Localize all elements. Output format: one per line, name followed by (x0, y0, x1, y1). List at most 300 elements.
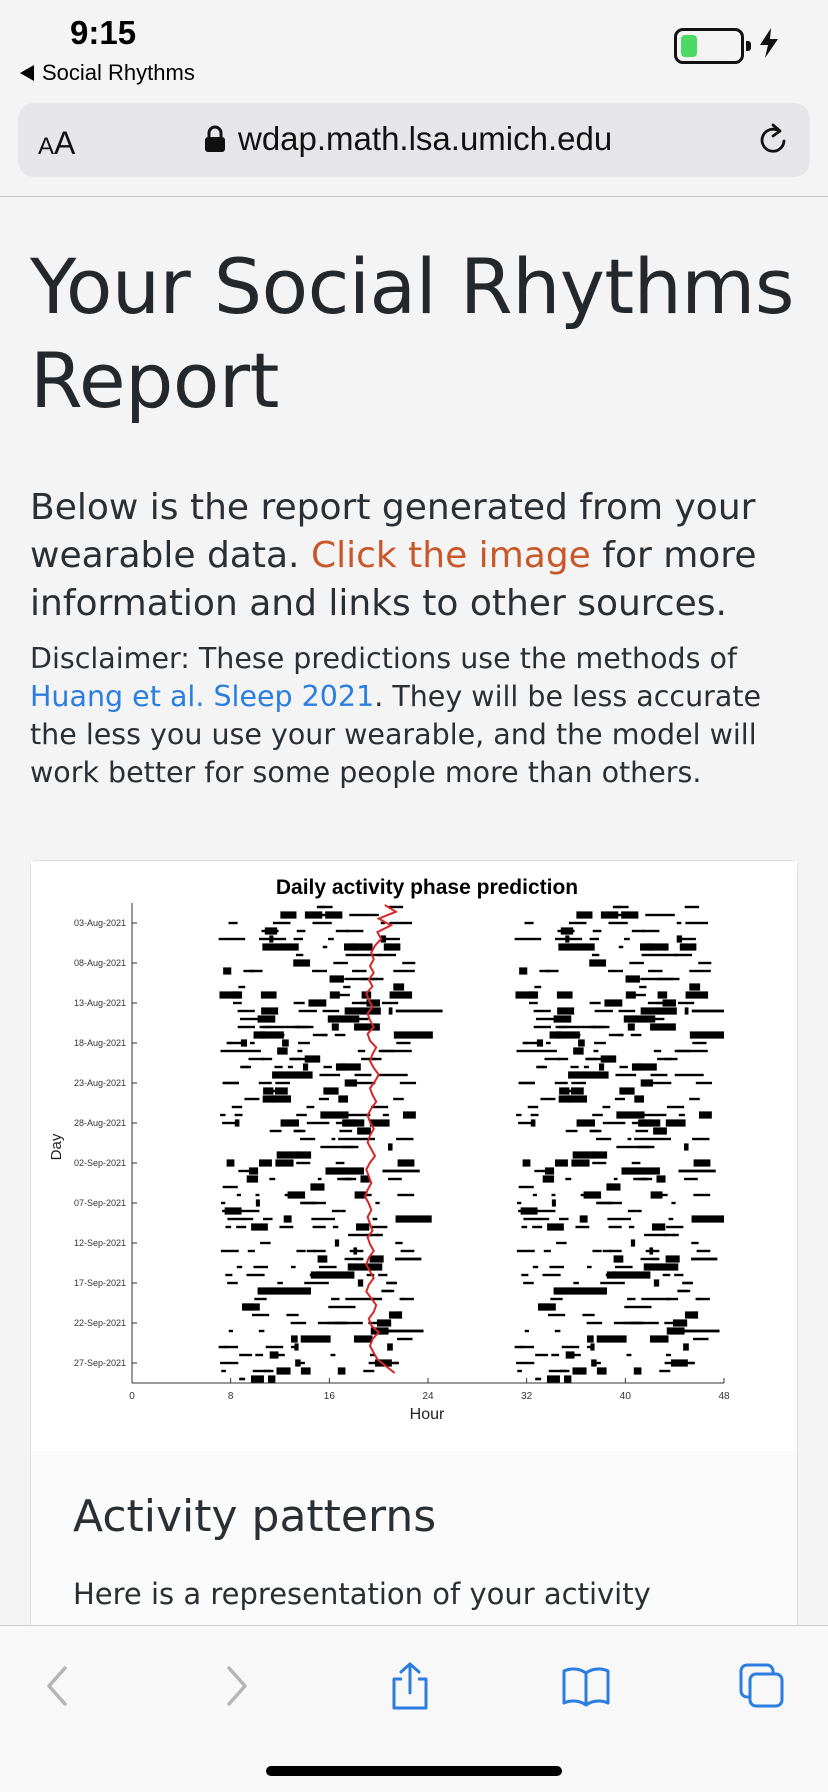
text-size-button[interactable]: AA (38, 125, 76, 161)
activity-bar (343, 986, 350, 988)
activity-bar (691, 1258, 717, 1261)
activity-bar (313, 1034, 327, 1036)
activity-bar (313, 1226, 326, 1228)
activity-bar (272, 1090, 277, 1092)
activity-bar (251, 1375, 264, 1382)
activity-bar (678, 1002, 694, 1004)
activity-bar (335, 1034, 346, 1036)
activity-bar (277, 1282, 283, 1284)
activity-bar (566, 1034, 577, 1036)
activity-bar (562, 1346, 579, 1348)
activity-bar (251, 1223, 268, 1230)
activity-bar (616, 1111, 644, 1118)
activity-bar (354, 1023, 380, 1030)
y-tick-label: 27-Sep-2021 (73, 1358, 126, 1368)
activity-bar (666, 1255, 680, 1262)
y-tick-label: 03-Aug-2021 (73, 918, 126, 928)
activity-bar (531, 1114, 539, 1116)
disclaimer-paragraph: Disclaimer: These predictions use the methods of Huang et al. Sleep 2021. They will be less accurate the less you use your wearable, and the model will work better for some people more than others. (30, 642, 762, 789)
activity-bar (339, 1130, 352, 1132)
activity-bar (614, 1255, 624, 1262)
activity-bar (266, 1346, 283, 1348)
activity-bar (403, 1111, 416, 1118)
activity-bar (269, 1178, 275, 1180)
activity-bar (268, 1375, 275, 1382)
y-tick-label: 17-Sep-2021 (73, 1278, 126, 1288)
activity-bar (397, 1338, 412, 1340)
activity-bar (307, 1106, 315, 1108)
x-axis-label: Hour (409, 1406, 445, 1423)
activity-bar (628, 1023, 635, 1030)
activity-bar (604, 999, 622, 1006)
activity-bar (658, 991, 668, 998)
activity-bar (573, 1151, 591, 1158)
activity-bar (385, 946, 391, 948)
activity-bar (358, 1050, 365, 1052)
activity-bar (685, 922, 708, 924)
activity-bar (358, 1279, 363, 1286)
activity-bar (603, 1122, 625, 1124)
activity-bar (396, 1138, 413, 1140)
activity-bar (649, 1247, 653, 1254)
activity-bar (523, 1218, 540, 1220)
activity-bar (388, 1143, 393, 1150)
activity-bar (256, 1199, 260, 1206)
activity-bar (555, 1330, 561, 1332)
activity-bar (644, 1234, 675, 1236)
activity-bar (318, 1271, 355, 1278)
activity-bar (689, 1098, 700, 1100)
activity-bar (639, 1119, 660, 1126)
activity-bar (698, 962, 711, 964)
activity-bar (628, 1138, 632, 1140)
activity-bar (219, 938, 246, 940)
activity-bar (533, 1266, 538, 1268)
activity-bar (348, 1263, 383, 1270)
activity-phase-chart[interactable] (31, 861, 797, 1451)
activity-bar (390, 991, 413, 998)
activity-bar (295, 1359, 300, 1366)
activity-bar (534, 1026, 551, 1028)
activity-bar (684, 1178, 698, 1180)
activity-bar (382, 1170, 419, 1173)
activity-bar (642, 954, 679, 956)
activity-bar (401, 1298, 414, 1300)
activity-bar (549, 1266, 564, 1268)
activity-bar (248, 1250, 255, 1252)
activity-bar (332, 1210, 341, 1212)
activity-bar (335, 1239, 339, 1246)
activity-bar (535, 1354, 548, 1356)
activity-bar (346, 930, 364, 932)
activity-bar (239, 1354, 252, 1356)
activity-bar (516, 1362, 534, 1364)
activity-bar (640, 978, 679, 980)
activity-bar (240, 1018, 267, 1020)
activity-bar (394, 1031, 433, 1038)
activity-bar (344, 978, 383, 980)
activity-bar (273, 922, 291, 924)
activity-bar (517, 1202, 521, 1204)
activity-bar (378, 1274, 387, 1276)
activity-bar (683, 1282, 693, 1284)
activity-bar (270, 1034, 281, 1036)
activity-bar (546, 1042, 551, 1044)
activity-bar (318, 1255, 328, 1262)
activity-bar (573, 1282, 579, 1284)
activity-bar (694, 1050, 708, 1052)
activity-bar (301, 1367, 311, 1374)
activity-bar (566, 1130, 578, 1132)
activity-bar (564, 1375, 571, 1382)
activity-bar (567, 1287, 607, 1294)
activity-bar (325, 911, 342, 918)
activity-bar (515, 1346, 524, 1348)
activity-bar (296, 1151, 312, 1158)
activity-bar (237, 1266, 242, 1268)
activity-bar (633, 1063, 642, 1070)
activity-bar (634, 1367, 642, 1374)
activity-bar (642, 1082, 671, 1084)
y-tick-label: 07-Sep-2021 (73, 1198, 126, 1208)
activity-bar (516, 1050, 556, 1052)
activity-bar (337, 1063, 346, 1070)
activity-bar (235, 1119, 240, 1126)
activity-bar (679, 1114, 685, 1116)
activity-bar (375, 1202, 379, 1204)
activity-bar (304, 1282, 329, 1284)
activity-bar (282, 1039, 289, 1046)
activity-bar (675, 1074, 704, 1076)
click-image-link[interactable]: Click the image (310, 535, 591, 576)
activity-bar (659, 1370, 670, 1372)
activity-bar (632, 1162, 641, 1164)
main-content (30, 240, 800, 792)
activity-bar (528, 1106, 538, 1108)
x-tick-label: 24 (422, 1391, 434, 1402)
activity-bar (619, 1087, 634, 1094)
activity-bar (259, 1082, 272, 1084)
activity-bar (585, 1058, 607, 1060)
huang-sleep-2021-link[interactable]: Huang et al. Sleep 2021 (30, 680, 375, 713)
forward-button[interactable] (206, 1656, 266, 1716)
activity-bar (396, 1042, 410, 1044)
activity-bar (319, 906, 333, 908)
activity-bar (545, 1167, 554, 1174)
y-tick-label: 23-Aug-2021 (73, 1078, 126, 1088)
activity-bar (590, 1343, 594, 1350)
activity-bar (609, 1034, 623, 1036)
activity-bar (669, 1218, 674, 1220)
activity-bar (674, 954, 692, 956)
activity-bar (341, 1210, 346, 1212)
activity-bar (262, 943, 298, 950)
activity-bar (558, 943, 594, 950)
activity-bar (666, 1298, 671, 1300)
activity-bar (693, 1311, 698, 1318)
activity-bar (539, 1218, 549, 1220)
activity-bar (260, 1242, 271, 1244)
activity-bar (331, 1298, 339, 1300)
bookmarks-icon (561, 1665, 611, 1707)
activity-bar (667, 1327, 685, 1334)
share-button[interactable] (380, 1656, 440, 1716)
activity-bar (307, 1122, 329, 1124)
activity-bar (624, 1306, 651, 1308)
activity-bar (644, 1263, 679, 1270)
y-tick-label: 22-Sep-2021 (73, 1318, 126, 1328)
activity-bar (271, 1287, 311, 1294)
activity-bar (263, 1095, 291, 1102)
activity-bar (681, 946, 687, 948)
activity-bar (294, 1002, 305, 1004)
activity-bar (319, 1098, 329, 1100)
activity-bar (369, 1362, 380, 1364)
phase-prediction-line (365, 905, 396, 1373)
activity-bar (609, 1250, 621, 1252)
activity-bar (258, 1287, 273, 1294)
activity-bar (243, 1303, 260, 1310)
activity-bar (594, 1042, 606, 1044)
activity-bar (355, 1258, 363, 1260)
tabs-button[interactable] (732, 1656, 792, 1716)
activity-bar (402, 962, 415, 964)
activity-bar (225, 1207, 242, 1214)
address-bar[interactable] (18, 103, 810, 177)
activity-bar (325, 1167, 363, 1174)
y-tick-label: 12-Sep-2021 (73, 1238, 126, 1248)
activity-bar (654, 1279, 659, 1286)
activity-bar (629, 1226, 634, 1228)
battery-icon (674, 28, 744, 64)
activity-bar (289, 1058, 311, 1060)
activity-bar (635, 1130, 648, 1132)
activity-bar (691, 1242, 698, 1244)
activity-bar (648, 970, 662, 972)
activity-bar (596, 1202, 612, 1204)
activity-bar (595, 1010, 613, 1012)
activity-bar (313, 1250, 325, 1252)
activity-bar (249, 1167, 258, 1174)
activity-bar (534, 986, 541, 988)
activity-bar (398, 1050, 412, 1052)
activity-bar (651, 1258, 659, 1260)
activity-bar (536, 1018, 563, 1020)
activity-bar (393, 1098, 404, 1100)
activity-bar (650, 1023, 676, 1030)
activity-bar (593, 1050, 598, 1052)
activity-bar (646, 943, 668, 950)
activity-bar (319, 1074, 326, 1076)
activity-bar (238, 986, 245, 988)
activity-bar (223, 1082, 239, 1084)
activity-bar (297, 930, 306, 932)
activity-bar (519, 1186, 534, 1188)
activity-bar (550, 1298, 562, 1300)
activity-bar (629, 962, 644, 964)
activity-bar (692, 1215, 724, 1222)
activity-bar (361, 1058, 369, 1060)
activity-bar (548, 1314, 565, 1316)
activity-bar (400, 1082, 416, 1084)
activity-bar (565, 1178, 571, 1180)
activity-bar (540, 1098, 555, 1100)
activity-bar (227, 1042, 242, 1044)
activity-bar (319, 1266, 337, 1268)
activity-bar (689, 970, 711, 972)
activity-bar (533, 1194, 537, 1196)
activity-bar (388, 1330, 423, 1333)
activity-bar (350, 943, 372, 950)
activity-bar (621, 1074, 636, 1076)
activity-phase-figure[interactable] (31, 861, 797, 1451)
activity-bar (671, 1202, 675, 1204)
activity-bar (615, 906, 629, 908)
activity-bar (696, 1082, 712, 1084)
activity-bar (297, 1026, 314, 1028)
activity-bar (357, 1127, 371, 1134)
chart-title: Daily activity phase prediction (275, 876, 579, 899)
activity-bar (280, 911, 296, 918)
activity-bar (296, 1114, 307, 1116)
activity-bar (330, 975, 344, 982)
activity-bar (547, 1223, 564, 1230)
activity-bar (261, 1058, 272, 1060)
activity-bar (690, 1031, 724, 1038)
activity-bar (665, 1058, 672, 1060)
header-divider (0, 196, 828, 197)
activity-bar (692, 1138, 709, 1140)
url-text[interactable]: wdap.math.lsa.umich.edu (238, 120, 613, 157)
activity-bar (557, 991, 573, 998)
activity-bar (227, 1282, 238, 1284)
activity-bar (626, 1354, 631, 1356)
activity-bar (346, 1082, 375, 1084)
activity-bar (547, 1375, 560, 1382)
activity-bar (294, 938, 303, 940)
activity-bar (521, 1226, 527, 1228)
activity-bar (657, 1058, 665, 1060)
activity-bar (592, 1250, 601, 1252)
activity-bar (666, 1354, 671, 1356)
activity-bar (379, 1074, 408, 1076)
activity-bar (343, 1119, 364, 1126)
activity-bar (270, 1130, 282, 1132)
bookmarks-button[interactable] (556, 1656, 616, 1716)
y-axis-label: Day (48, 1133, 65, 1161)
activity-bar (593, 930, 602, 932)
activity-bar (349, 914, 379, 916)
activity-bar (631, 1034, 642, 1036)
activity-bar (225, 1274, 232, 1276)
activity-bar (619, 946, 623, 948)
activity-bar (286, 1314, 298, 1316)
activity-bar (630, 1322, 642, 1324)
activity-bar (641, 1007, 677, 1014)
activity-bar (342, 1178, 357, 1180)
activity-bar (608, 970, 623, 972)
reload-icon[interactable] (758, 123, 790, 157)
activity-bar (221, 1202, 225, 1204)
activity-bar (543, 1175, 554, 1182)
activity-bar (678, 1170, 715, 1173)
activity-bar (631, 1239, 635, 1246)
activity-bar (338, 994, 350, 996)
activity-bar (260, 1031, 266, 1038)
activity-bar (621, 1167, 659, 1174)
y-tick-label: 08-Aug-2021 (73, 958, 126, 968)
activity-bar (685, 1362, 694, 1364)
x-tick-label: 16 (323, 1391, 335, 1402)
activity-bar (383, 938, 400, 940)
activity-bar (332, 1023, 339, 1030)
activity-bar (352, 970, 366, 972)
activity-bar (652, 1223, 665, 1230)
activity-bar (255, 1354, 263, 1356)
activity-bar (519, 967, 527, 974)
activity-bar (609, 1226, 622, 1228)
activity-bar (383, 1114, 389, 1116)
activity-bar (238, 1026, 255, 1028)
activity-bar (596, 1138, 611, 1140)
activity-bar (587, 1266, 592, 1268)
activity-bar (571, 1074, 587, 1076)
activity-bar (401, 1250, 415, 1252)
activity-bar (552, 1194, 556, 1196)
back-to-app-link[interactable] (20, 60, 195, 86)
activity-bar (303, 1063, 308, 1070)
back-button[interactable] (28, 1656, 88, 1716)
activity-bar (651, 1191, 663, 1198)
activity-bar (535, 1378, 541, 1380)
activity-bar (277, 1151, 295, 1158)
activity-bar (628, 1210, 637, 1212)
activity-bar (388, 1178, 402, 1180)
activity-bar (378, 954, 396, 956)
activity-bar (663, 1274, 671, 1276)
activity-bar (241, 1039, 247, 1046)
activity-bar (393, 970, 415, 972)
activity-bar (363, 1370, 374, 1372)
activity-bar (353, 1247, 357, 1254)
activity-bar (694, 1159, 711, 1166)
activity-bar (637, 1210, 642, 1212)
status-bar (0, 0, 828, 100)
activity-bar (517, 1250, 535, 1252)
activity-bar (582, 1314, 594, 1316)
activity-bar (285, 1194, 296, 1196)
activity-bar (648, 1002, 662, 1004)
activity-bar (373, 1218, 378, 1220)
activity-bar (382, 1290, 392, 1292)
activity-bar (592, 1151, 608, 1158)
activity-bar (665, 1362, 676, 1364)
activity-bar (263, 1087, 273, 1094)
activity-bar (590, 938, 599, 940)
activity-bar (697, 1298, 710, 1300)
activity-bar (603, 1106, 611, 1108)
x-tick-label: 40 (619, 1391, 631, 1402)
activity-bar (259, 1330, 265, 1332)
activity-bar (279, 1226, 293, 1228)
activity-bar (572, 1367, 586, 1374)
activity-bar (624, 938, 630, 940)
activity-bar (397, 1194, 414, 1196)
activity-bar (252, 1314, 269, 1316)
back-triangle-icon (20, 65, 34, 81)
activity-bar (641, 1298, 678, 1300)
activity-bar (220, 1050, 260, 1052)
